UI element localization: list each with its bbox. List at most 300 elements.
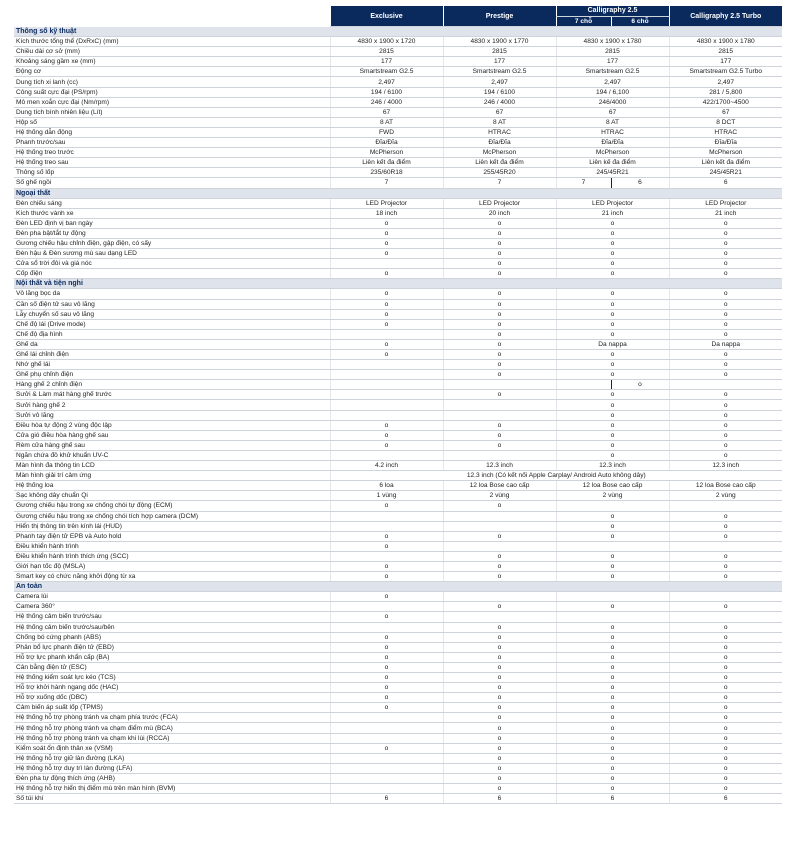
row-value: [330, 360, 443, 370]
table-row: [14, 339, 782, 349]
row-value: Đĩa/Đĩa: [556, 138, 669, 148]
row-value: o: [330, 612, 443, 622]
row-value: [330, 370, 443, 380]
row-value: 20 inch: [443, 208, 556, 218]
row-value: o: [556, 713, 669, 723]
row-value: [669, 612, 782, 622]
table-row: [14, 652, 782, 662]
row-label: Màn hình giải trí cảm ứng: [14, 471, 330, 481]
row-value: Da nappa: [669, 339, 782, 349]
row-value: o: [443, 339, 556, 349]
row-value: LED Projector: [443, 198, 556, 208]
row-value: o: [669, 511, 782, 521]
row-value: o: [443, 430, 556, 440]
row-label: Hệ thống cảm biến trước/sau: [14, 612, 330, 622]
row-value: o: [443, 743, 556, 753]
table-row: [14, 158, 782, 168]
row-value: o: [556, 642, 669, 652]
row-value: o: [443, 713, 556, 723]
row-value: 177: [669, 57, 782, 67]
row-value: o: [556, 370, 669, 380]
row-value: 12.3 inch: [669, 461, 782, 471]
row-value: o: [330, 269, 443, 279]
row-value: o: [556, 511, 669, 521]
section-header: [14, 27, 782, 37]
row-value: o: [556, 329, 669, 339]
row-value: 194 / 6100: [443, 87, 556, 97]
row-value: 177: [443, 57, 556, 67]
row-value: o: [556, 683, 669, 693]
row-value: o: [556, 410, 669, 420]
row-value: o: [330, 592, 443, 602]
row-value: [330, 551, 443, 561]
table-row: [14, 390, 782, 400]
row-value: 21 inch: [556, 208, 669, 218]
row-value: o: [330, 309, 443, 319]
row-value: o: [669, 299, 782, 309]
table-row: [14, 673, 782, 683]
row-value: 67: [556, 107, 669, 117]
row-label: Số ghế ngồi: [14, 178, 330, 188]
header-6-seat: 6 chỗ: [611, 16, 669, 26]
table-row: [14, 107, 782, 117]
row-value: 4830 x 1900 x 1780: [669, 37, 782, 47]
table-row: [14, 531, 782, 541]
table-row: [14, 289, 782, 299]
row-value: Smartstream G2.5 Turbo: [669, 67, 782, 77]
row-value: o: [669, 622, 782, 632]
table-row: [14, 127, 782, 137]
row-value: o: [443, 572, 556, 582]
row-label: Hỗ trợ xuống dốc (DBC): [14, 693, 330, 703]
table-row: [14, 511, 782, 521]
row-label: Lẫy chuyển số sau vô lăng: [14, 309, 330, 319]
table-row: [14, 713, 782, 723]
row-value: [330, 400, 443, 410]
row-value: o: [669, 309, 782, 319]
row-label: Ghế lái chỉnh điện: [14, 350, 330, 360]
row-value: o: [556, 400, 669, 410]
row-value: Smartstream G2.5: [443, 67, 556, 77]
row-value: o: [330, 339, 443, 349]
row-value: o: [669, 642, 782, 652]
row-value: 6 loa: [330, 481, 443, 491]
row-label: Đèn pha bật/tắt tự động: [14, 228, 330, 238]
row-value: 12.3 inch: [556, 461, 669, 471]
table-row: [14, 329, 782, 339]
row-label: Dung tích xi lanh (cc): [14, 77, 330, 87]
row-value: 12 loa Bose cao cấp: [669, 481, 782, 491]
row-value: o: [669, 319, 782, 329]
table-row: [14, 138, 782, 148]
row-value: o: [330, 299, 443, 309]
row-label: Gương chiếu hậu trong xe chống chói tự động (ECM): [14, 501, 330, 511]
row-value: Liên kết đa điểm: [669, 158, 782, 168]
table-row: [14, 753, 782, 763]
table-row: [14, 198, 782, 208]
row-value: o: [556, 309, 669, 319]
row-value: 422/1700~4500: [669, 97, 782, 107]
row-value: o: [669, 350, 782, 360]
table-row: [14, 794, 782, 804]
row-value: o: [669, 289, 782, 299]
row-value: McPherson: [669, 148, 782, 158]
row-label: Kích thước tổng thể (DxRxC) (mm): [14, 37, 330, 47]
row-value: o: [556, 350, 669, 360]
row-value: o: [669, 440, 782, 450]
row-value: Liên kết đa điểm: [330, 158, 443, 168]
row-value: o: [330, 541, 443, 551]
row-value: o: [556, 521, 669, 531]
row-label: Sưởi hàng ghế 2: [14, 400, 330, 410]
row-value: o: [330, 693, 443, 703]
row-value: 4830 x 1900 x 1720: [330, 37, 443, 47]
row-value: o: [556, 299, 669, 309]
row-value: [330, 713, 443, 723]
row-value: o: [330, 249, 443, 259]
table-row: [14, 148, 782, 158]
table-row: [14, 481, 782, 491]
row-value: [330, 450, 443, 460]
row-value: o: [330, 350, 443, 360]
section-header: [14, 279, 782, 289]
row-value: 8 DCT: [669, 117, 782, 127]
row-value: [556, 501, 669, 511]
row-value: 7: [556, 178, 611, 188]
row-value: o: [443, 632, 556, 642]
row-value: o: [443, 289, 556, 299]
row-value: o: [669, 673, 782, 683]
table-row: [14, 47, 782, 57]
row-value: 2,497: [669, 77, 782, 87]
row-value: [669, 501, 782, 511]
table-row: [14, 57, 782, 67]
row-value: 177: [556, 57, 669, 67]
row-value: o: [443, 662, 556, 672]
row-value: o: [330, 743, 443, 753]
row-label: Hệ thống hỗ trợ phòng tránh va chạm phía trước (FCA): [14, 713, 330, 723]
row-value: 2,497: [443, 77, 556, 87]
table-row: [14, 450, 782, 460]
row-value: o: [669, 420, 782, 430]
row-value: 2815: [669, 47, 782, 57]
row-value: 245/45R21: [669, 168, 782, 178]
row-value: o: [669, 400, 782, 410]
row-value: o: [443, 602, 556, 612]
row-label: Chế độ địa hình: [14, 329, 330, 339]
row-label: Camera lùi: [14, 592, 330, 602]
table-row: [14, 592, 782, 602]
row-value: 246/4000: [556, 97, 669, 107]
row-value: o: [443, 673, 556, 683]
row-label: Phân bổ lực phanh điện tử (EBD): [14, 642, 330, 652]
row-value: 8 AT: [443, 117, 556, 127]
row-value: o: [669, 551, 782, 561]
row-value: o: [556, 218, 669, 228]
row-value: o: [443, 228, 556, 238]
row-value: o: [669, 662, 782, 672]
row-value: HTRAC: [669, 127, 782, 137]
row-value: o: [556, 652, 669, 662]
row-value: 67: [669, 107, 782, 117]
row-label: Đèn hậu & Đèn sương mù sau dạng LED: [14, 249, 330, 259]
table-row: [14, 541, 782, 551]
row-value: o: [443, 652, 556, 662]
row-value: o: [669, 390, 782, 400]
row-value: o: [669, 521, 782, 531]
row-label: Dung tích bình nhiên liệu (Lít): [14, 107, 330, 117]
row-value: 255/45R20: [443, 168, 556, 178]
table-row: [14, 491, 782, 501]
row-value: LED Projector: [330, 198, 443, 208]
row-value: o: [611, 380, 669, 390]
row-value: [669, 592, 782, 602]
row-label: Số túi khí: [14, 794, 330, 804]
row-value: o: [556, 531, 669, 541]
row-label: Hệ thống dẫn động: [14, 127, 330, 137]
row-value: o: [443, 642, 556, 652]
table-row: [14, 501, 782, 511]
row-value: o: [443, 218, 556, 228]
row-value: [330, 390, 443, 400]
row-value: o: [669, 652, 782, 662]
row-value: o: [556, 622, 669, 632]
row-value: o: [556, 784, 669, 794]
row-value: 1 vùng: [330, 491, 443, 501]
row-value: 12.3 inch: [443, 461, 556, 471]
row-label: Hỗ trợ khởi hành ngang dốc (HAC): [14, 683, 330, 693]
row-value: o: [669, 430, 782, 440]
section-header: [14, 188, 782, 198]
row-value: 2,497: [556, 77, 669, 87]
row-value: o: [669, 632, 782, 642]
row-label: Điều khiển hành trình thích ứng (SCC): [14, 551, 330, 561]
row-value: McPherson: [556, 148, 669, 158]
row-value: o: [443, 269, 556, 279]
row-value: o: [669, 249, 782, 259]
row-value: 21 inch: [669, 208, 782, 218]
row-value: [330, 763, 443, 773]
row-value: o: [443, 299, 556, 309]
row-value: o: [669, 713, 782, 723]
row-value: o: [556, 450, 669, 460]
table-row: [14, 743, 782, 753]
header-blank: [14, 6, 330, 27]
row-value: o: [556, 673, 669, 683]
row-value: FWD: [330, 127, 443, 137]
row-value: o: [556, 440, 669, 450]
row-value: o: [669, 561, 782, 571]
row-value: o: [443, 733, 556, 743]
row-value: [330, 329, 443, 339]
row-label: Mô men xoắn cực đại (Nm/rpm): [14, 97, 330, 107]
row-value: o: [669, 763, 782, 773]
row-value: 2,497: [330, 77, 443, 87]
row-value: o: [443, 763, 556, 773]
table-row: [14, 440, 782, 450]
row-label: Hệ thống hỗ trợ phòng tránh va chạm khi lùi (RCCA): [14, 733, 330, 743]
table-row: [14, 360, 782, 370]
table-row: [14, 249, 782, 259]
row-label: Gương chiếu hậu trong xe chống chói tích hợp camera (DCM): [14, 511, 330, 521]
row-value: o: [669, 238, 782, 248]
table-row: [14, 37, 782, 47]
row-label: Cân bằng điện tử (ESC): [14, 662, 330, 672]
table-row: [14, 551, 782, 561]
row-label: Cửa sổ trời đôi và giá nóc: [14, 259, 330, 269]
table-row: [14, 168, 782, 178]
row-value: [443, 511, 556, 521]
table-row: [14, 521, 782, 531]
table-row: [14, 461, 782, 471]
row-value: o: [556, 319, 669, 329]
table-row: [14, 703, 782, 713]
row-label: Kích thước vành xe: [14, 208, 330, 218]
table-row: [14, 117, 782, 127]
row-label: Ghế da: [14, 339, 330, 349]
row-value: o: [556, 360, 669, 370]
header-exclusive: Exclusive: [330, 6, 443, 27]
row-value: o: [443, 440, 556, 450]
row-value: McPherson: [330, 148, 443, 158]
table-row: [14, 87, 782, 97]
row-value: o: [443, 622, 556, 632]
row-value: o: [330, 218, 443, 228]
row-value: o: [443, 238, 556, 248]
row-label: Cửa gió điều hòa hàng ghế sau: [14, 430, 330, 440]
row-value: o: [556, 269, 669, 279]
section-title: An toàn: [14, 582, 782, 592]
row-value: [443, 450, 556, 460]
row-value: o: [556, 662, 669, 672]
row-value: Đĩa/Đĩa: [330, 138, 443, 148]
row-value: o: [556, 572, 669, 582]
row-label: Chống bó cứng phanh (ABS): [14, 632, 330, 642]
row-value: o: [330, 572, 443, 582]
row-label: Màn hình đa thông tin LCD: [14, 461, 330, 471]
row-value: o: [556, 289, 669, 299]
row-label: Vô lăng bọc da: [14, 289, 330, 299]
row-value: [556, 380, 611, 390]
row-value: o: [556, 733, 669, 743]
row-label: Hệ thống treo sau: [14, 158, 330, 168]
row-value: [330, 521, 443, 531]
row-value: o: [330, 319, 443, 329]
table-row: [14, 178, 782, 188]
section-title: Thông số kỹ thuật: [14, 27, 782, 37]
row-value: [330, 753, 443, 763]
row-label: Chế độ lái (Drive mode): [14, 319, 330, 329]
row-label: Hàng ghế 2 chỉnh điện: [14, 380, 330, 390]
row-value: 67: [330, 107, 443, 117]
row-value: o: [443, 370, 556, 380]
row-value-span: 12.3 inch (Có kết nối Apple Carplay/ Android Auto không dây): [330, 471, 782, 481]
row-value: Đĩa/Đĩa: [443, 138, 556, 148]
row-value: o: [556, 743, 669, 753]
row-value: o: [330, 632, 443, 642]
table-row: [14, 733, 782, 743]
row-value: o: [443, 693, 556, 703]
row-label: Cảm biến áp suất lốp (TPMS): [14, 703, 330, 713]
row-label: Ngăn chứa đồ khử khuẩn UV-C: [14, 450, 330, 460]
row-value: 6: [669, 178, 782, 188]
row-value: o: [330, 531, 443, 541]
row-value: o: [669, 531, 782, 541]
row-value: o: [443, 723, 556, 733]
row-value: 2 vùng: [556, 491, 669, 501]
row-value: o: [669, 572, 782, 582]
row-label: Kiểm soát ổn định thân xe (VSM): [14, 743, 330, 753]
table-row: [14, 420, 782, 430]
row-value: HTRAC: [443, 127, 556, 137]
row-label: Điều khiển hành trình: [14, 541, 330, 551]
row-value: o: [443, 551, 556, 561]
row-value: o: [330, 642, 443, 652]
row-value: o: [443, 329, 556, 339]
row-value: o: [556, 228, 669, 238]
row-value: o: [556, 238, 669, 248]
row-value: [330, 511, 443, 521]
row-value: o: [443, 753, 556, 763]
table-row: [14, 350, 782, 360]
row-label: Chiều dài cơ sở (mm): [14, 47, 330, 57]
row-label: Phanh trước/sau: [14, 138, 330, 148]
row-value: o: [443, 319, 556, 329]
row-label: Hệ thống hỗ trợ duy trì làn đường (LFA): [14, 763, 330, 773]
section-title: Ngoại thất: [14, 188, 782, 198]
row-value: o: [556, 420, 669, 430]
table-row: [14, 784, 782, 794]
row-value: o: [669, 733, 782, 743]
row-value: [556, 541, 669, 551]
section-header: [14, 582, 782, 592]
row-value: [443, 380, 556, 390]
row-value: o: [669, 693, 782, 703]
row-value: o: [330, 289, 443, 299]
row-value: 235/60R18: [330, 168, 443, 178]
row-value: o: [330, 440, 443, 450]
table-row: [14, 238, 782, 248]
row-value: o: [443, 309, 556, 319]
row-value: Da nappa: [556, 339, 669, 349]
row-value: [330, 723, 443, 733]
table-row: [14, 693, 782, 703]
row-value: o: [556, 390, 669, 400]
row-value: o: [669, 269, 782, 279]
table-row: [14, 218, 782, 228]
table-row: [14, 763, 782, 773]
row-value: 7: [443, 178, 556, 188]
row-label: Gương chiếu hậu chỉnh điện, gập điện, có sấy: [14, 238, 330, 248]
row-value: Đĩa/Đĩa: [669, 138, 782, 148]
row-value: 4830 x 1900 x 1770: [443, 37, 556, 47]
row-value: [330, 784, 443, 794]
spec-table-body: [14, 27, 782, 804]
header-7-seat: 7 chỗ: [556, 16, 611, 26]
table-row: [14, 309, 782, 319]
row-value: o: [443, 561, 556, 571]
table-row: [14, 662, 782, 672]
row-label: Hệ thống kiểm soát lực kéo (TCS): [14, 673, 330, 683]
row-value: 194 / 6,100: [556, 87, 669, 97]
row-label: Hệ thống cảm biến trước/sau/bên: [14, 622, 330, 632]
table-row: [14, 561, 782, 571]
row-value: Smartstream G2.5: [556, 67, 669, 77]
table-row: [14, 299, 782, 309]
row-label: Cần số điện tử sau vô lăng: [14, 299, 330, 309]
table-row: [14, 410, 782, 420]
row-label: Hộp số: [14, 117, 330, 127]
